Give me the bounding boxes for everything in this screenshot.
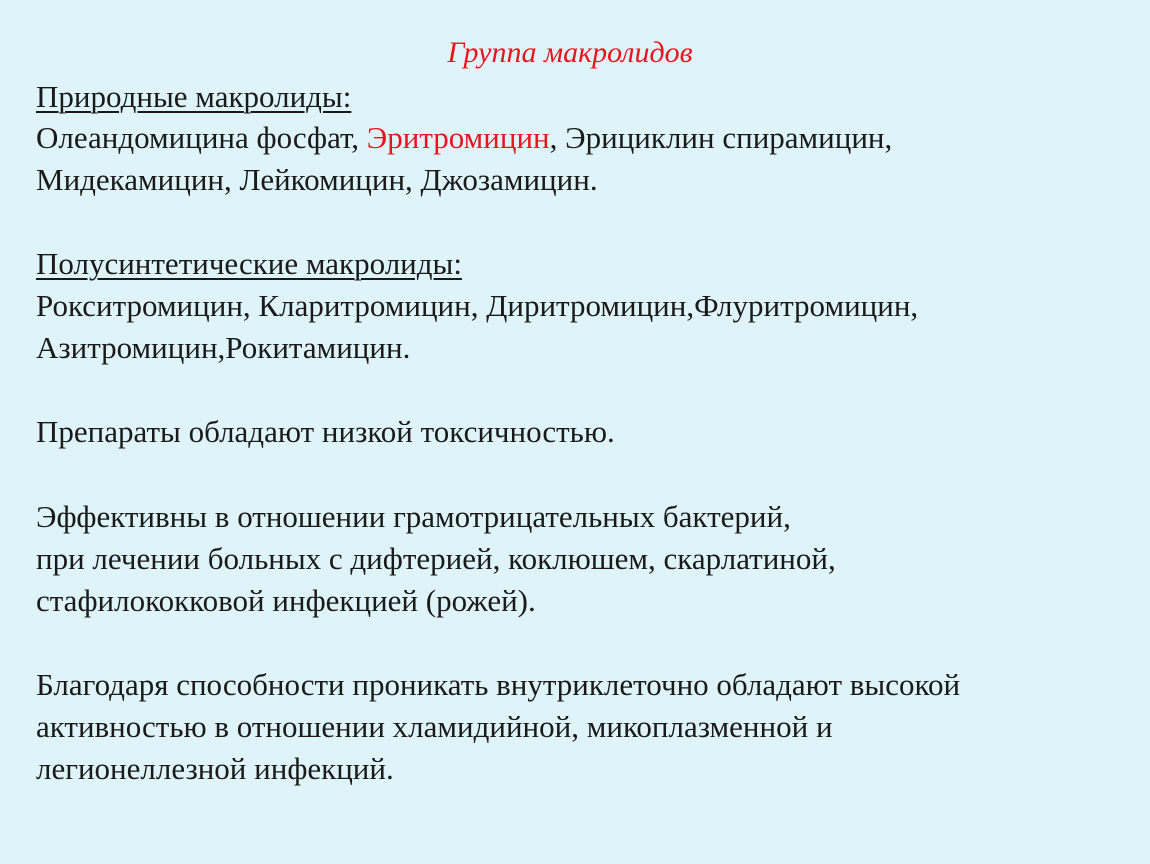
effectiveness-line-1: Эффективны в отношении грамотрицательных бактерий, bbox=[36, 499, 791, 534]
erythromycin-highlight: Эритромицин bbox=[366, 120, 550, 155]
slide-title: Группа макролидов bbox=[447, 36, 693, 69]
natural-line-1-part-b: , Эрициклин спирамицин, bbox=[549, 120, 893, 155]
effectiveness-line-3: стафилококковой инфекцией (рожей). bbox=[36, 583, 536, 618]
semisynthetic-macrolides-line-2: Азитромицин,Рокитамицин. bbox=[36, 330, 411, 365]
semisynthetic-macrolides-line-1: Рокситромицин, Кларитромицин, Диритромицин,Флуритромицин, bbox=[36, 288, 919, 323]
intracellular-line-3: легионеллезной инфекций. bbox=[36, 751, 394, 786]
natural-macrolides-line-1 bbox=[36, 118, 892, 158]
semisynthetic-macrolides-heading: Полусинтетические макролиды: bbox=[36, 246, 462, 281]
intracellular-line-2: активностью в отношении хламидийной, микоплазменной и bbox=[36, 709, 833, 744]
natural-line-1-part-a: Олеандомицина фосфат, bbox=[36, 120, 367, 155]
natural-macrolides-heading: Природные макролиды: bbox=[36, 79, 352, 114]
toxicity-statement: Препараты обладают низкой токсичностью. bbox=[36, 414, 615, 449]
effectiveness-line-2: при лечении больных с дифтерией, коклюшем, скарлатиной, bbox=[36, 541, 836, 576]
natural-macrolides-line-2: Мидекамицин, Лейкомицин, Джозамицин. bbox=[36, 162, 598, 197]
intracellular-line-1: Благодаря способности проникать внутриклеточно обладают высокой bbox=[36, 667, 961, 702]
